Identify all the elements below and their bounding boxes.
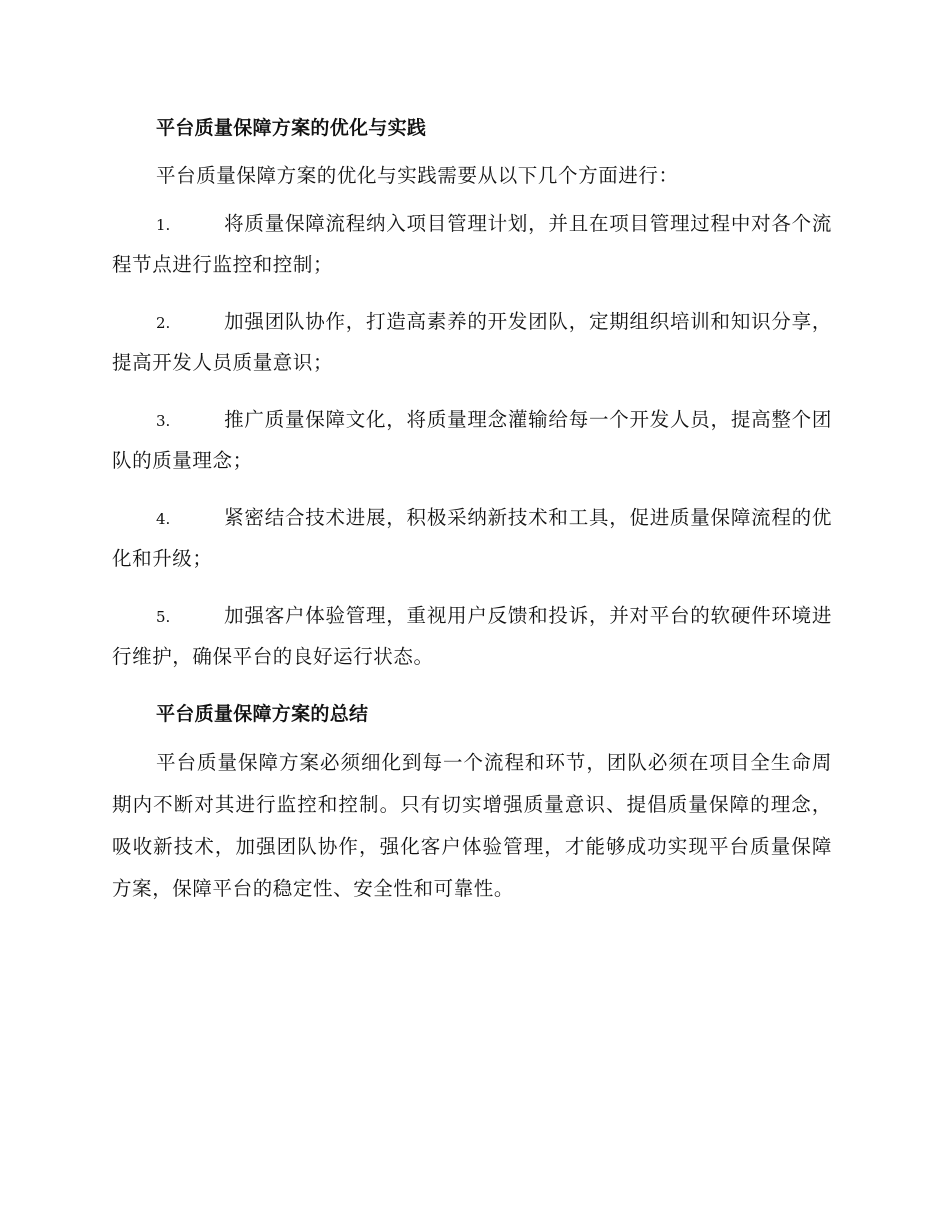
- list-item: [112, 498, 832, 579]
- list-item: [112, 596, 832, 677]
- list-item-text: 加强团队协作，打造高素养的开发团队，定期组织培训和知识分享，提高开发人员质量意识；: [112, 310, 832, 374]
- summary-paragraph: 平台质量保障方案必须细化到每一个流程和环节，团队必须在项目全生命周期内不断对其进行监控和控制。只有切实增强质量意识、提倡质量保障的理念，吸收新技术，加强团队协作，强化客户体验管理，才能够成功实现平台质量保障方案，保障平台的稳定性、安全性和可靠性。: [112, 751, 832, 900]
- list-item-text: 加强客户体验管理，重视用户反馈和投诉，并对平台的软硬件环境进行维护，确保平台的良好运行状态。: [112, 604, 832, 668]
- list-item-number: 3.: [156, 412, 171, 430]
- section-heading-summary: 平台质量保障方案的总结: [156, 703, 369, 725]
- list-item-number: 4.: [156, 510, 171, 528]
- list-item-number: 5.: [156, 608, 171, 626]
- list-item: [112, 302, 832, 383]
- section-heading-optimization: 平台质量保障方案的优化与实践: [156, 117, 427, 139]
- intro-paragraph: 平台质量保障方案的优化与实践需要从以下几个方面进行：: [156, 164, 679, 187]
- list-item: [112, 400, 832, 481]
- list-item: [112, 204, 832, 285]
- list-item-text: 紧密结合技术进展，积极采纳新技术和工具，促进质量保障流程的优化和升级；: [112, 506, 832, 570]
- list-item-number: 1.: [156, 216, 171, 234]
- list-item-number: 2.: [156, 314, 171, 332]
- list-item-text: 推广质量保障文化，将质量理念灌输给每一个开发人员，提高整个团队的质量理念；: [112, 408, 832, 472]
- list-item-text: 将质量保障流程纳入项目管理计划，并且在项目管理过程中对各个流程节点进行监控和控制；: [112, 212, 832, 276]
- document-page: [112, 108, 832, 918]
